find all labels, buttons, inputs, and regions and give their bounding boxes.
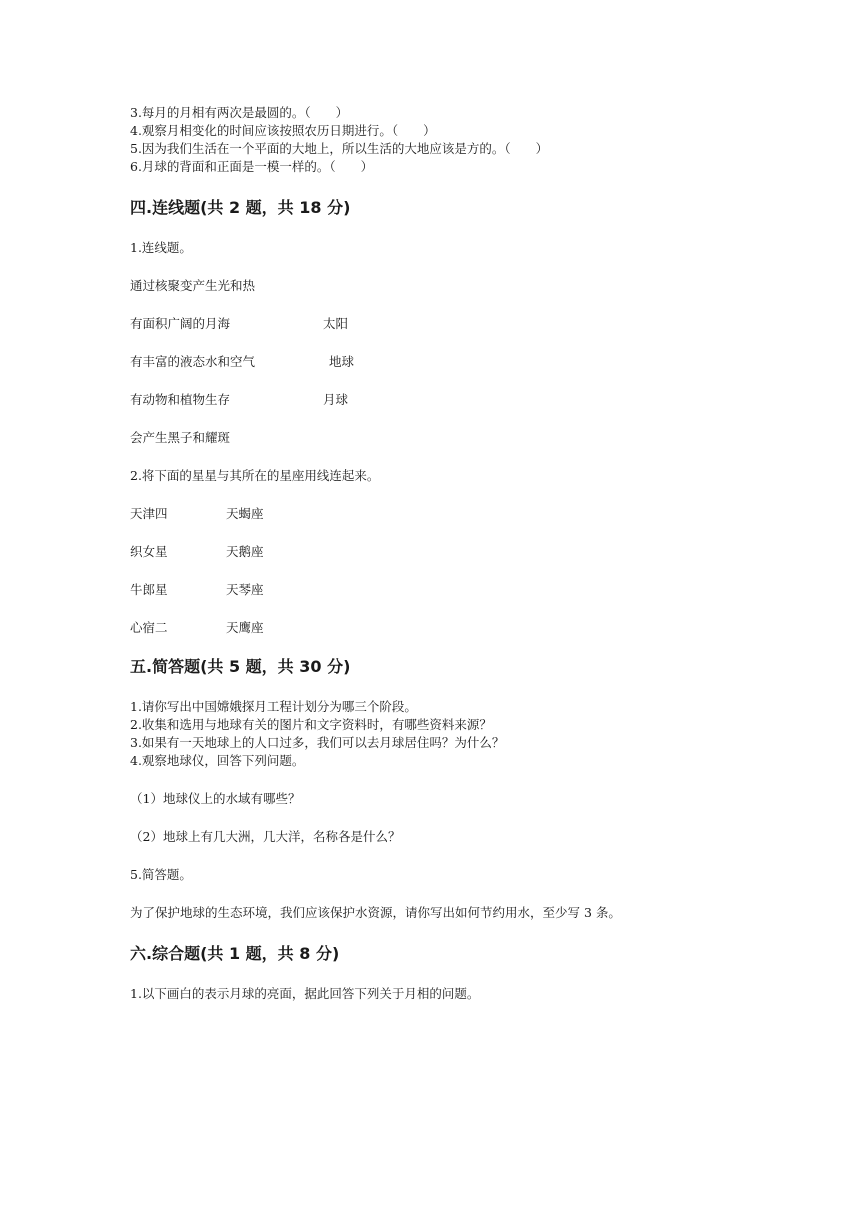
matching-q2-right-2: 天鹅座 [226,544,264,559]
matching-q2-right-1: 天蝎座 [226,506,264,521]
section-4-heading: 四.连线题(共 2 题，共 18 分) [130,198,351,217]
matching-q2-right-3: 天琴座 [226,582,264,597]
matching-q1-prompt: 1.连线题。 [130,240,192,255]
matching-q2-right-4: 天鹰座 [226,620,264,635]
matching-q2-left-2: 织女星 [130,544,168,559]
short-answer-q1: 1.请你写出中国嫦娥探月工程计划分为哪三个阶段。 [130,699,417,714]
matching-q1-left-1: 通过核聚变产生光和热 [130,278,256,293]
matching-q1-left-4: 有动物和植物生存 [130,392,231,407]
tf-question-6: 6.月球的背面和正面是一模一样的。（ ） [130,159,374,174]
matching-q2-left-4: 心宿二 [130,620,168,635]
comprehensive-q1: 1.以下画白的表示月球的亮面，据此回答下列关于月相的问题。 [130,986,480,1001]
section-6-heading: 六.综合题(共 1 题，共 8 分) [130,944,340,963]
short-answer-q4-sub2: （2）地球上有几大洲，几大洋，名称各是什么？ [130,829,401,844]
matching-q1-left-2: 有面积广阔的月海 [130,316,231,331]
matching-q1-left-3: 有丰富的液态水和空气 [130,354,256,369]
short-answer-q3: 3.如果有一天地球上的人口过多，我们可以去月球居住吗？为什么？ [130,735,505,750]
tf-question-4: 4.观察月相变化的时间应该按照农历日期进行。（ ） [130,123,436,138]
short-answer-q4-sub1: （1）地球仪上的水域有哪些？ [130,791,301,806]
matching-q2-prompt: 2.将下面的星星与其所在的星座用线连起来。 [130,468,380,483]
tf-question-3: 3.每月的月相有两次是最圆的。（ ） [130,105,349,120]
short-answer-q5: 5.简答题。 [130,867,192,882]
matching-q2-left-3: 牛郎星 [130,582,168,597]
matching-q2-left-1: 天津四 [130,506,168,521]
short-answer-q4: 4.观察地球仪，回答下列问题。 [130,753,305,768]
tf-question-5: 5.因为我们生活在一个平面的大地上，所以生活的大地应该是方的。（ ） [130,141,549,156]
short-answer-q5-text: 为了保护地球的生态环境，我们应该保护水资源，请你写出如何节约用水，至少写 3 条。 [130,905,621,920]
matching-q1-right-2: 地球 [329,354,355,369]
section-5-heading: 五.简答题(共 5 题，共 30 分) [130,657,351,676]
short-answer-q2: 2.收集和选用与地球有关的图片和文字资料时，有哪些资料来源？ [130,717,492,732]
matching-q1-right-1: 太阳 [323,316,349,331]
matching-q1-right-3: 月球 [323,392,349,407]
matching-q1-left-5: 会产生黑子和耀斑 [130,430,231,445]
